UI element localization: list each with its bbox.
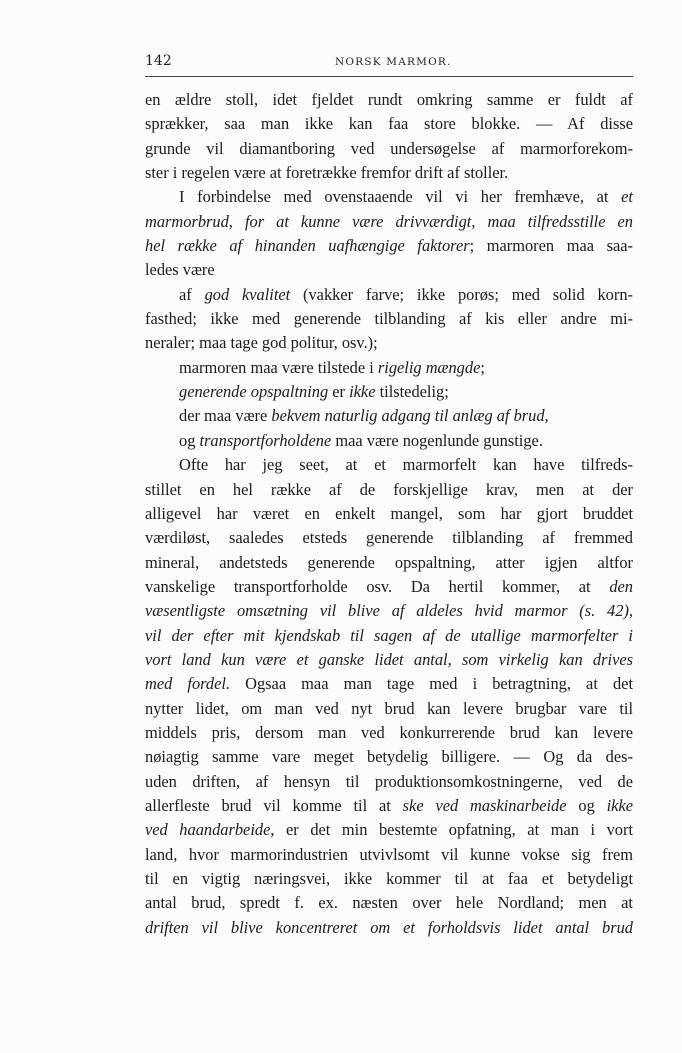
- body-text: [145, 88, 633, 940]
- text-line: [145, 648, 633, 672]
- italic-phrase: bekvem naturlig adgang til anlæg af brud,: [271, 406, 549, 426]
- text-line: der maa være bekvem naturlig adgang til anlæg af brud,: [179, 406, 549, 426]
- italic-phrase: ske ved maskinarbeide: [402, 795, 567, 815]
- text-line: nøiagtig samme vare meget betydelig billigere. — Og da des-: [145, 747, 633, 767]
- text-line: med fordel. Ogsaa maa man tage med i betragtning, at det: [145, 674, 633, 694]
- text-line: land, hvor marmorindustrien utvivlsomt vil kunne vokse sig frem: [145, 844, 633, 864]
- text-line: hel række af hinanden uafhængige faktorer; marmoren maa saa-: [145, 236, 633, 256]
- text-line: uden driften, af hensyn til produktionsomkostningerne, ved de: [145, 771, 633, 791]
- italic-phrase: væsentligste omsætning vil blive af aldeles hvid marmor (s. 42),: [145, 601, 633, 621]
- header-rule: [145, 76, 633, 77]
- text-line: en ældre stoll, idet fjeldet rundt omkring samme er fuldt af: [145, 90, 633, 109]
- italic-phrase: vil der efter mit kjendskab til sagen af de utallige marmorfelter i: [145, 625, 633, 645]
- text-line: vanskelige transportforholde osv. Da hertil kommer, at den: [145, 576, 633, 596]
- text-line: af god kvalitet (vakker farve; ikke porøs; med solid korn-: [179, 284, 633, 304]
- text-line: neraler; maa tage god politur, osv.);: [145, 333, 378, 353]
- text-line: ved haandarbeide, er det min bestemte opfatning, at man i vort: [145, 820, 633, 840]
- italic-phrase: god kvalitet: [204, 284, 291, 304]
- italic-phrase: ikke: [606, 795, 633, 815]
- text-line: [145, 624, 633, 648]
- text-line: generende opspaltning er ikke tilstedelig;: [179, 382, 449, 402]
- text-line: [145, 916, 633, 940]
- italic-phrase: ved haandarbeide,: [145, 820, 275, 840]
- page-header: [145, 53, 635, 73]
- text-line: nytter lidet, om man ved nyt brud kan levere brugbar vare til: [145, 698, 633, 718]
- italic-phrase: ikke: [349, 382, 376, 402]
- italic-phrase: marmorbrud, for at kunne være drivværdigt, maa tilfredsstille en: [145, 211, 633, 231]
- text-line: allerfleste brud vil komme til at ske ved maskinarbeide og ikke: [145, 795, 633, 815]
- text-line: mineral, andetsteds generende opspaltning, atter igjen altfor: [145, 552, 633, 572]
- text-line: stillet en hel række af de forskjellige krav, men at der: [145, 479, 633, 499]
- italic-phrase: hel række af hinanden uafhængige faktorer: [145, 236, 470, 256]
- italic-phrase: transportforholdene: [199, 430, 332, 450]
- text-line: [145, 210, 633, 234]
- text-line: ster i regelen være at foretrække fremfor drift af stoller.: [145, 163, 509, 183]
- italic-phrase: den: [609, 576, 633, 596]
- text-line: middels pris, dersom man ved konkurrerende brud kan levere: [145, 722, 633, 742]
- italic-phrase: med fordel.: [145, 674, 231, 694]
- italic-phrase: vort land kun være et ganske lidet antal, som virkelig kan drives: [145, 649, 633, 669]
- text-line: og transportforholdene maa være nogenlunde gunstige.: [179, 430, 543, 450]
- text-line: Ofte har jeg seet, at et marmorfelt kan have tilfreds-: [179, 455, 633, 475]
- text-line: antal brud, spredt f. ex. næsten over hele Nordland; men at: [145, 893, 633, 913]
- text-line: marmoren maa være tilstede i rigelig mængde;: [179, 357, 485, 377]
- page-number: 142: [145, 53, 172, 69]
- text-line: ledes være: [145, 260, 215, 280]
- running-head: NORSK MARMOR.: [335, 56, 452, 68]
- italic-phrase: rigelig mængde: [377, 357, 481, 377]
- text-line: grunde vil diamantboring ved undersøgelse af marmorforekom-: [145, 138, 633, 158]
- text-line: fasthed; ikke med generende tilblanding af kis eller andre mi-: [145, 309, 633, 329]
- text-line: til en vigtig næringsvei, ikke kommer til at faa et betydeligt: [145, 869, 633, 888]
- italic-phrase: et: [621, 187, 633, 207]
- text-line: sprækker, saa man ikke kan faa store blokke. — Af disse: [145, 114, 633, 134]
- text-line: alligevel har været en enkelt mangel, som har gjort bruddet: [145, 503, 633, 523]
- italic-phrase: generende opspaltning: [179, 382, 329, 402]
- text-line: værdiløst, saaledes etsteds generende tilblanding af fremmed: [145, 528, 633, 548]
- text-line: I forbindelse med ovenstaaende vil vi her fremhæve, at et: [179, 187, 633, 207]
- italic-phrase: driften vil blive koncentreret om et forholdsvis lidet antal brud: [145, 917, 633, 937]
- text-line: [145, 599, 633, 623]
